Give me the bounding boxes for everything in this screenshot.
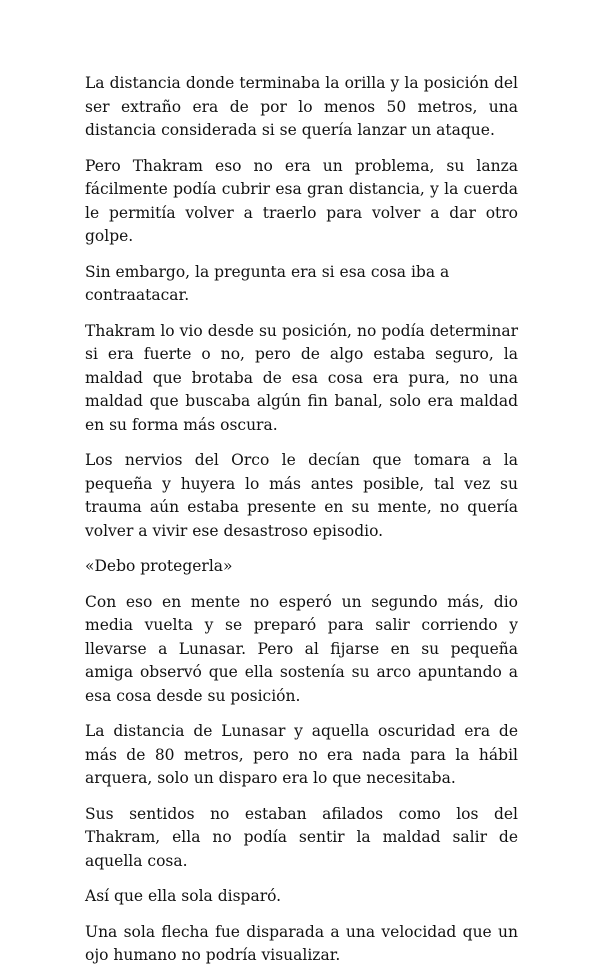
page-body [85, 72, 518, 980]
paragraph-4: Thakram lo vio desde su posición, no podía determinar si era fuerte o no, pero de algo estaba seguro, la maldad que brotaba de esa cosa era pura, no una maldad que buscaba algún fin banal, solo era maldad en su forma más oscura. [85, 321, 518, 434]
paragraph-11: Una sola flecha fue disparada a una velocidad que un ojo humano no podría visualizar. [85, 922, 518, 964]
paragraph-2: Pero Thakram eso no era un problema, su lanza fácilmente podía cubrir esa gran distancia, y la cuerda le permitía volver a traerlo para volver a dar otro golpe. [85, 156, 518, 245]
paragraph-10: Así que ella sola disparó. [85, 887, 282, 905]
paragraph-8: La distancia de Lunasar y aquella oscuridad era de más de 80 metros, pero no era nada para la hábil arquera, solo un disparo era lo que necesitaba. [85, 722, 518, 787]
paragraph-9: Sus sentidos no estaban afilados como los del Thakram, ella no podía sentir la maldad salir de aquella cosa. [85, 804, 518, 870]
paragraph-3: Sin embargo, la pregunta era si esa cosa iba a contraatacar. [85, 262, 450, 304]
paragraph-7: Con eso en mente no esperó un segundo más, dio media vuelta y se preparó para salir corriendo y llevarse a Lunasar. Pero al fijarse en su pequeña amiga observó que ella sostenía su arco apuntando a esa cosa desde su posición. [85, 592, 518, 705]
paragraph-1: La distancia donde terminaba la orilla y la posición del ser extraño era de por lo menos 50 metros, una distancia considerada si se quería lanzar un ataque. [85, 74, 518, 139]
paragraph-6: «Debo protegerla» [85, 557, 233, 575]
paragraph-5: Los nervios del Orco le decían que tomara a la pequeña y huyera lo más antes posible, tal vez su trauma aún estaba presente en su mente, no quería volver a vivir ese desastroso episodio. [85, 451, 518, 540]
